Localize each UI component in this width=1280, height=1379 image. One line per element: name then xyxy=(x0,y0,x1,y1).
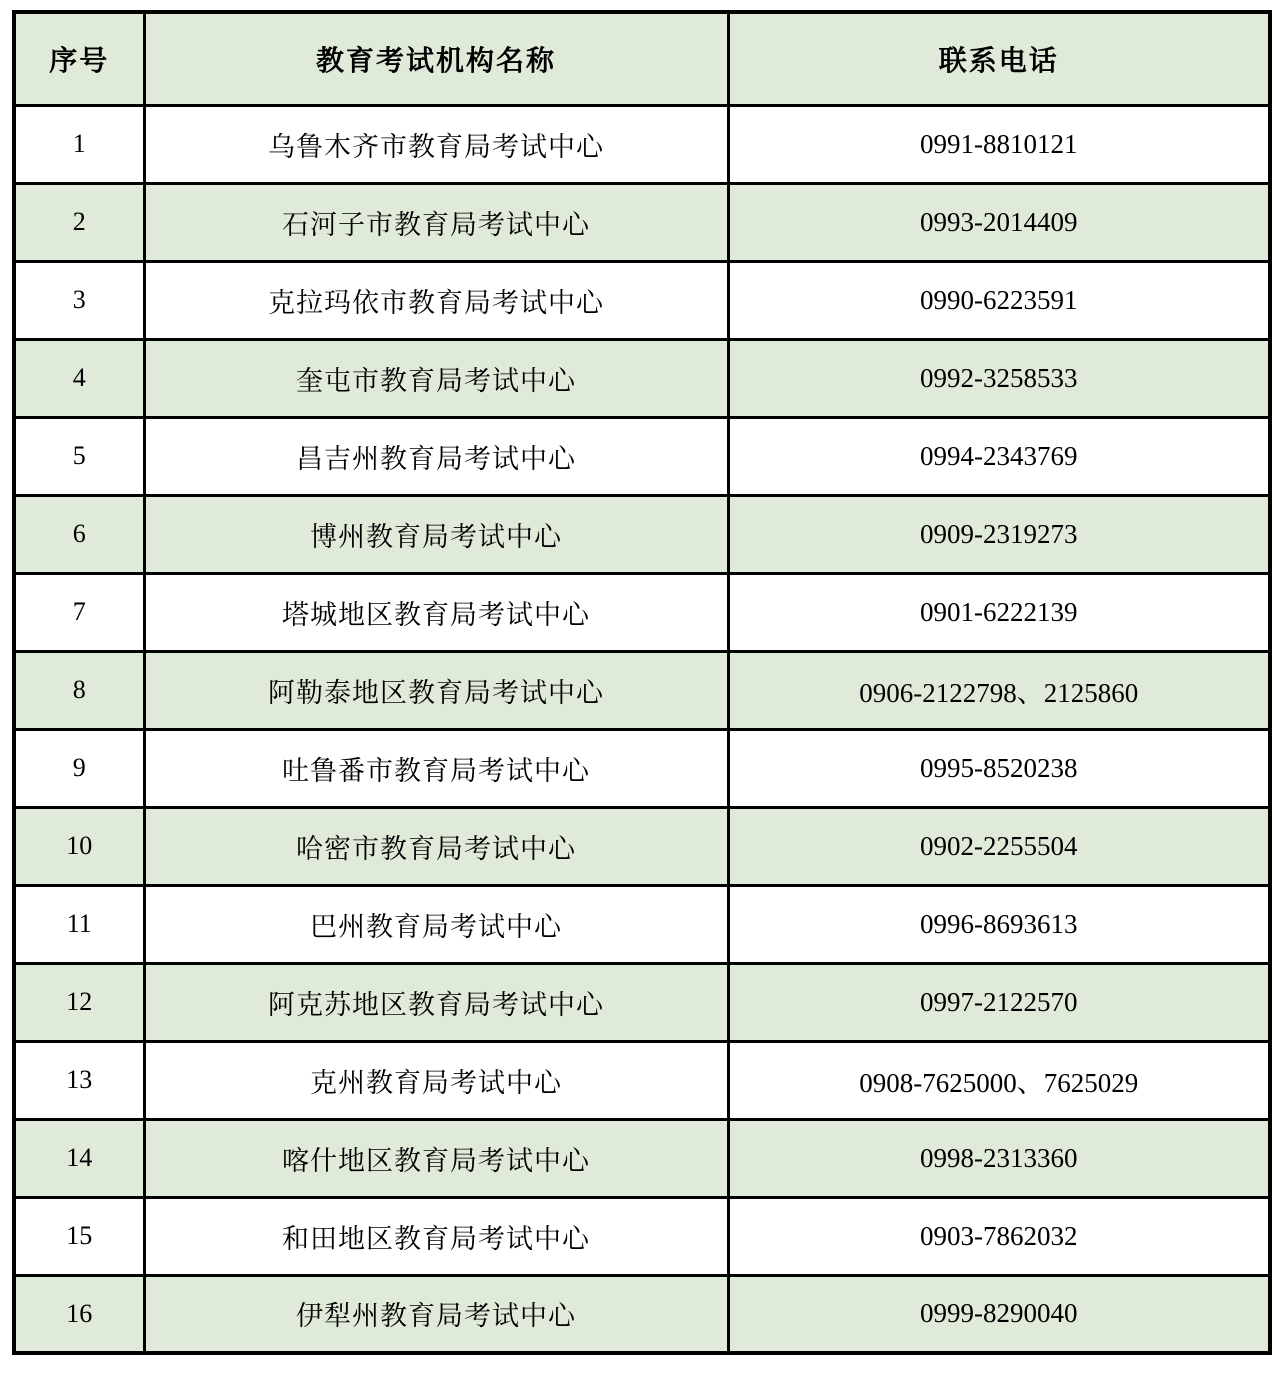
row-contact-phone: 0908-7625000、7625029 xyxy=(728,1041,1270,1119)
row-serial-number: 3 xyxy=(14,261,144,339)
table-row xyxy=(14,963,1270,1041)
row-contact-phone: 0994-2343769 xyxy=(728,417,1270,495)
row-serial-number: 2 xyxy=(14,183,144,261)
table-row xyxy=(14,183,1270,261)
row-contact-phone: 0990-6223591 xyxy=(728,261,1270,339)
row-institution-name: 昌吉州教育局考试中心 xyxy=(144,417,728,495)
row-serial-number: 6 xyxy=(14,495,144,573)
header-institution-name: 教育考试机构名称 xyxy=(144,12,728,105)
row-institution-name: 乌鲁木齐市教育局考试中心 xyxy=(144,105,728,183)
row-contact-phone: 0903-7862032 xyxy=(728,1197,1270,1275)
row-serial-number: 11 xyxy=(14,885,144,963)
exam-contact-table xyxy=(12,10,1272,1355)
row-institution-name: 阿克苏地区教育局考试中心 xyxy=(144,963,728,1041)
row-serial-number: 12 xyxy=(14,963,144,1041)
table-row xyxy=(14,1041,1270,1119)
table-row xyxy=(14,807,1270,885)
row-contact-phone: 0906-2122798、2125860 xyxy=(728,651,1270,729)
table-row xyxy=(14,1197,1270,1275)
row-institution-name: 哈密市教育局考试中心 xyxy=(144,807,728,885)
table-row xyxy=(14,495,1270,573)
table-row xyxy=(14,651,1270,729)
row-contact-phone: 0992-3258533 xyxy=(728,339,1270,417)
row-serial-number: 16 xyxy=(14,1275,144,1353)
header-row xyxy=(14,12,1270,105)
row-contact-phone: 0902-2255504 xyxy=(728,807,1270,885)
row-contact-phone: 0998-2313360 xyxy=(728,1119,1270,1197)
row-institution-name: 克州教育局考试中心 xyxy=(144,1041,728,1119)
row-serial-number: 1 xyxy=(14,105,144,183)
row-contact-phone: 0993-2014409 xyxy=(728,183,1270,261)
row-serial-number: 4 xyxy=(14,339,144,417)
row-contact-phone: 0995-8520238 xyxy=(728,729,1270,807)
row-institution-name: 喀什地区教育局考试中心 xyxy=(144,1119,728,1197)
row-institution-name: 阿勒泰地区教育局考试中心 xyxy=(144,651,728,729)
row-institution-name: 巴州教育局考试中心 xyxy=(144,885,728,963)
row-institution-name: 塔城地区教育局考试中心 xyxy=(144,573,728,651)
table-row xyxy=(14,1119,1270,1197)
table-row xyxy=(14,261,1270,339)
row-serial-number: 7 xyxy=(14,573,144,651)
table-header xyxy=(14,12,1270,105)
row-institution-name: 伊犁州教育局考试中心 xyxy=(144,1275,728,1353)
table-row xyxy=(14,105,1270,183)
row-contact-phone: 0901-6222139 xyxy=(728,573,1270,651)
row-serial-number: 14 xyxy=(14,1119,144,1197)
header-contact-phone: 联系电话 xyxy=(728,12,1270,105)
row-contact-phone: 0996-8693613 xyxy=(728,885,1270,963)
row-serial-number: 10 xyxy=(14,807,144,885)
row-serial-number: 13 xyxy=(14,1041,144,1119)
header-serial-number: 序号 xyxy=(14,12,144,105)
row-serial-number: 8 xyxy=(14,651,144,729)
table-row xyxy=(14,417,1270,495)
row-serial-number: 9 xyxy=(14,729,144,807)
row-institution-name: 克拉玛依市教育局考试中心 xyxy=(144,261,728,339)
table-body xyxy=(14,105,1270,1353)
row-institution-name: 吐鲁番市教育局考试中心 xyxy=(144,729,728,807)
row-contact-phone: 0997-2122570 xyxy=(728,963,1270,1041)
row-institution-name: 石河子市教育局考试中心 xyxy=(144,183,728,261)
row-contact-phone: 0909-2319273 xyxy=(728,495,1270,573)
row-serial-number: 5 xyxy=(14,417,144,495)
row-institution-name: 和田地区教育局考试中心 xyxy=(144,1197,728,1275)
row-institution-name: 博州教育局考试中心 xyxy=(144,495,728,573)
row-contact-phone: 0991-8810121 xyxy=(728,105,1270,183)
row-contact-phone: 0999-8290040 xyxy=(728,1275,1270,1353)
table-row xyxy=(14,729,1270,807)
row-serial-number: 15 xyxy=(14,1197,144,1275)
table-row xyxy=(14,573,1270,651)
row-institution-name: 奎屯市教育局考试中心 xyxy=(144,339,728,417)
table-row xyxy=(14,1275,1270,1353)
table-row xyxy=(14,339,1270,417)
table-row xyxy=(14,885,1270,963)
